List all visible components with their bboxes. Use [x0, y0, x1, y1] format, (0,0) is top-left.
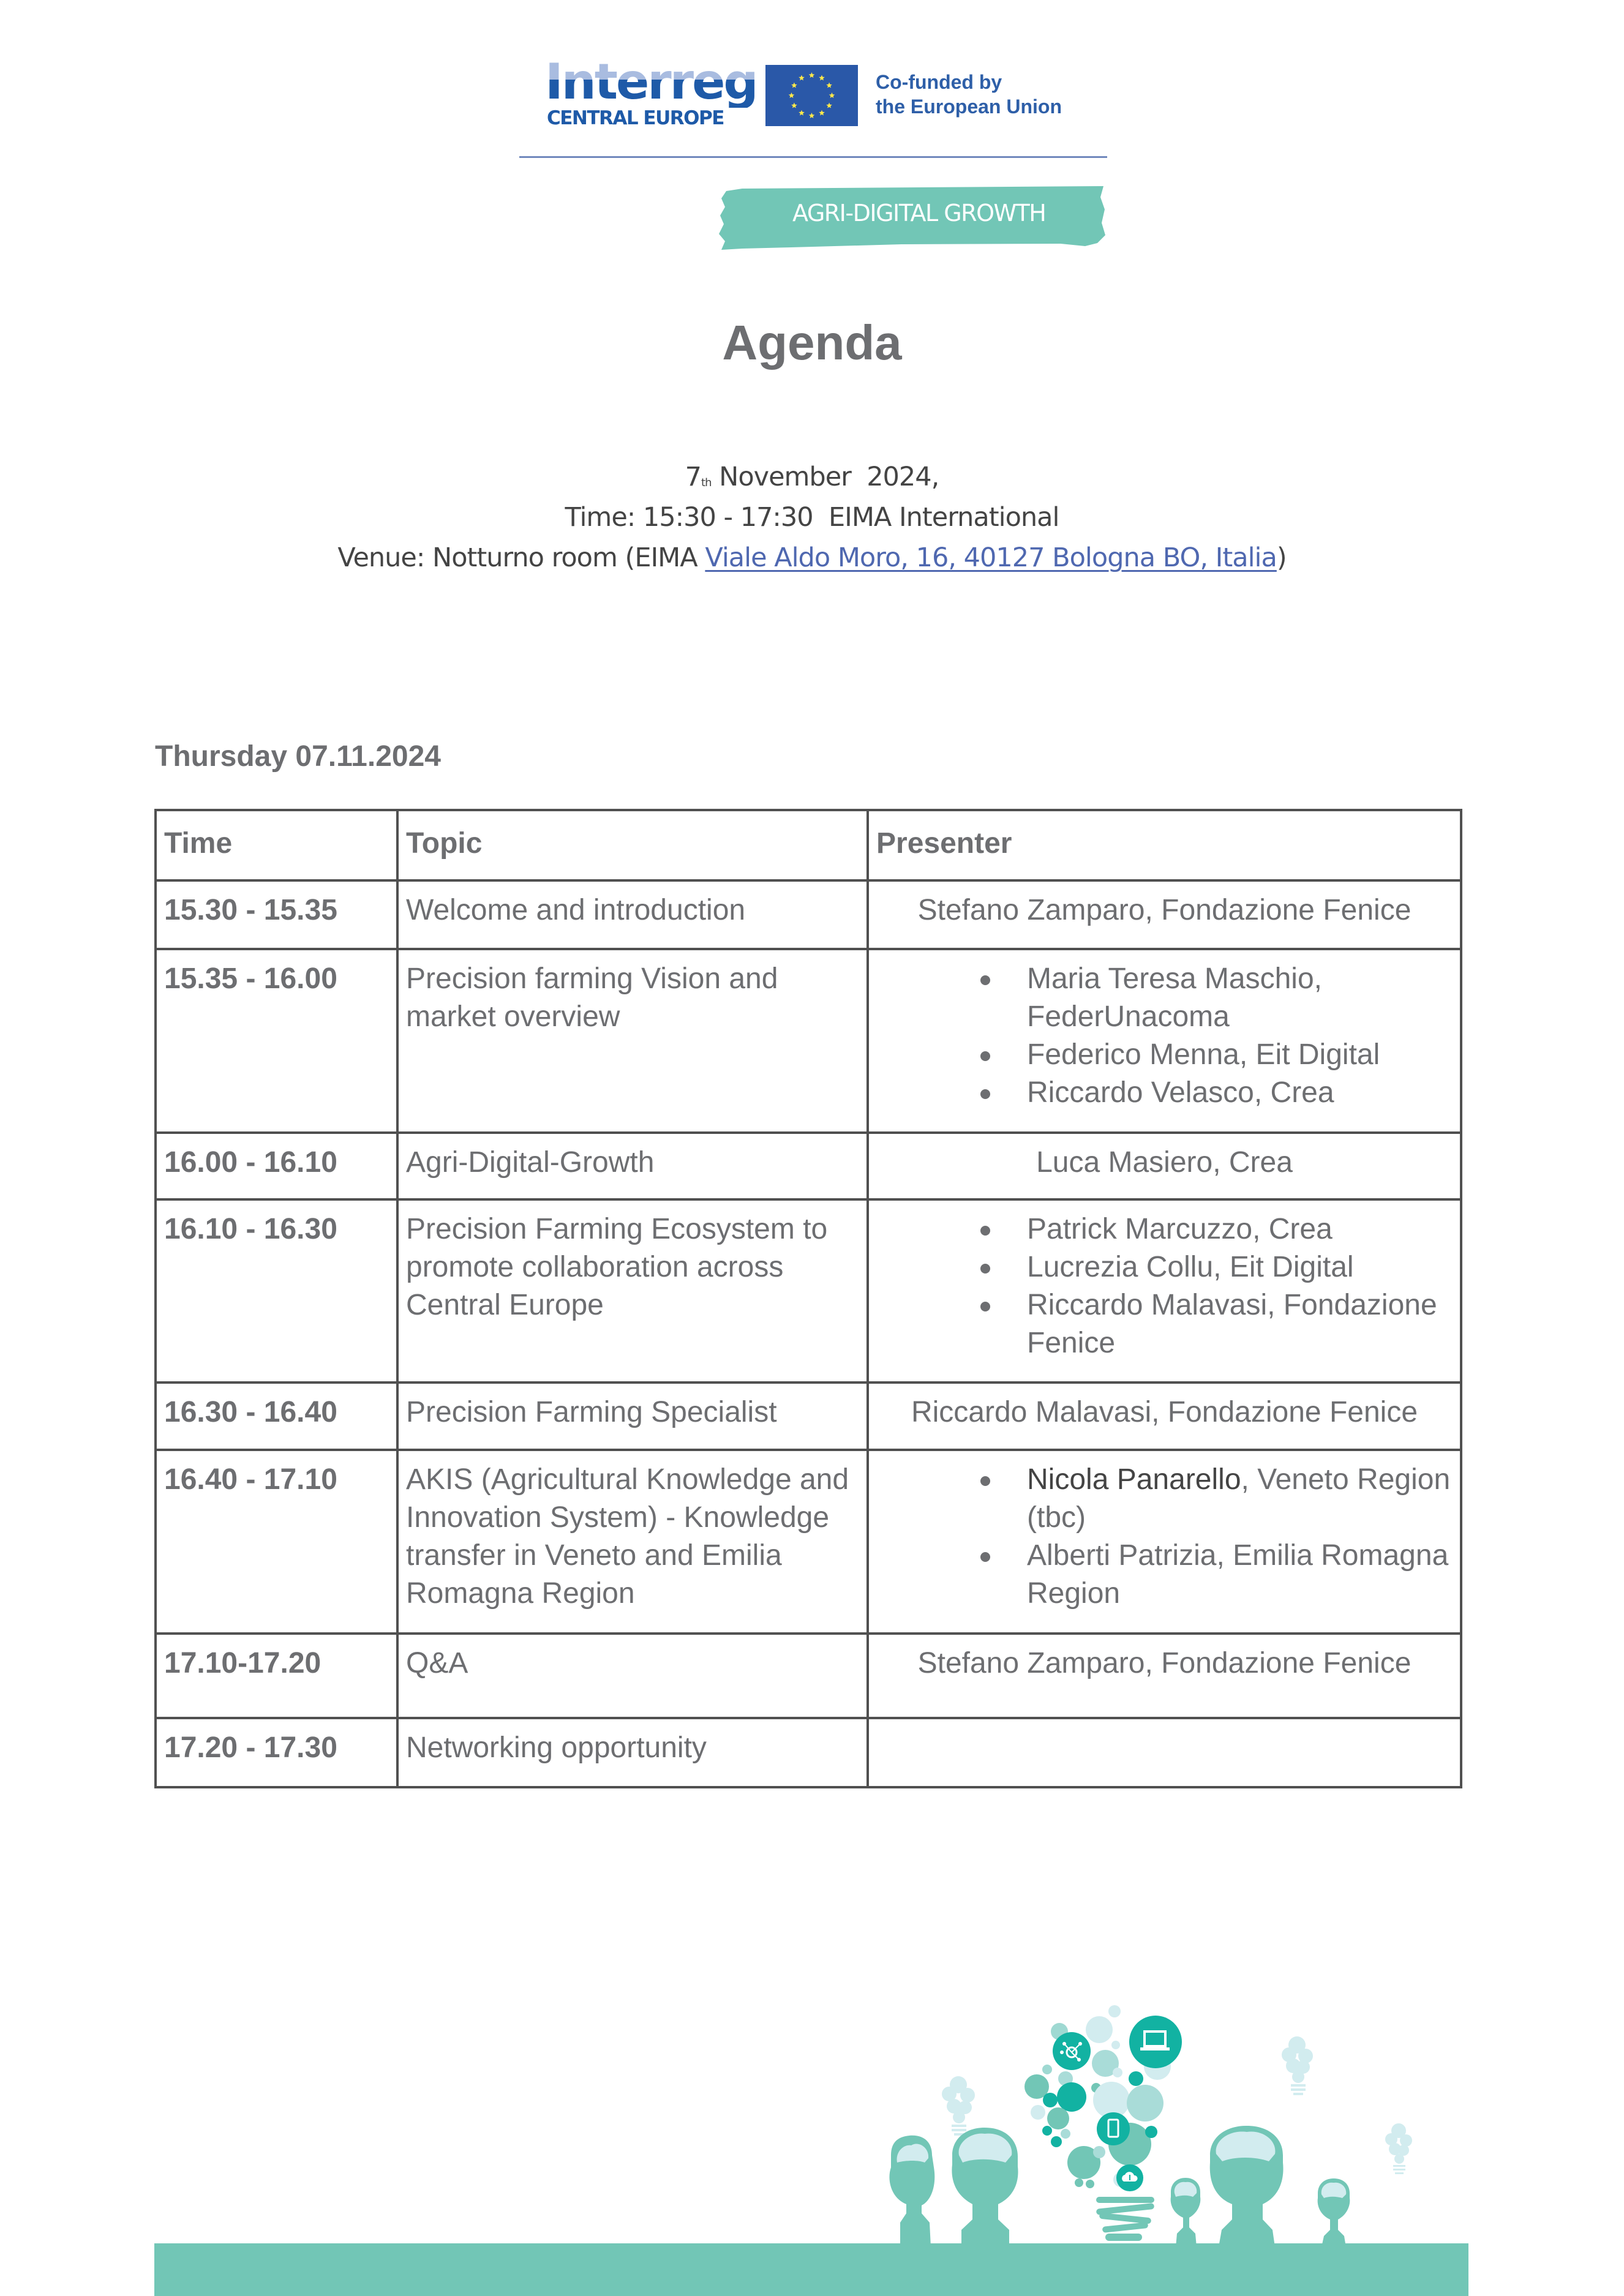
faint-lightbulb-icon — [942, 2076, 975, 2136]
presenter-item: Federico Menna, Eit Digital — [980, 1036, 1453, 1074]
eu-star-icon — [819, 75, 825, 80]
eu-star-icon — [826, 83, 832, 88]
table-row — [156, 1382, 1461, 1450]
interreg-logo-word: Interreg — [545, 53, 757, 110]
row-topic: Precision Farming Ecosystem to promote collaboration across Central Europe — [397, 1199, 868, 1382]
presenter-item: Maria Teresa Maschio, FederUnacoma — [980, 960, 1453, 1036]
presenter-item: Patrick Marcuzzo, Crea — [980, 1210, 1453, 1248]
row-topic: Precision Farming Specialist — [397, 1382, 868, 1450]
cofunded-line-2: the European Union — [876, 96, 1062, 118]
table-header-row — [156, 810, 1461, 880]
row-time: 17.10-17.20 — [156, 1634, 397, 1718]
eu-flag-icon — [765, 65, 858, 126]
event-date-rest: November 2024, — [711, 462, 939, 492]
presenter-item: Riccardo Malavasi, Fondazione Fenice — [980, 1286, 1453, 1362]
presenter-rest: , Veneto Region (tbc) — [1027, 1463, 1451, 1534]
eu-star-icon — [826, 103, 832, 108]
eu-star-icon — [829, 92, 835, 98]
row-topic: AKIS (Agricultural Knowledge and Innovation System) - Knowledge transfer in Veneto and Emilia Romagna Region — [397, 1450, 868, 1634]
venue-suffix: ) — [1276, 542, 1287, 573]
row-presenter: Stefano Zamparo, Fondazione Fenice — [868, 1634, 1461, 1718]
header-presenter: Presenter — [868, 810, 1461, 880]
smartphone-icon — [1097, 2112, 1130, 2145]
table-row — [156, 1718, 1461, 1787]
faint-lightbulb-icon — [1385, 2123, 1412, 2174]
venue-address-link[interactable]: Viale Aldo Moro, 16, 40127 Bologna BO, Italia — [705, 542, 1277, 573]
row-time: 17.20 - 17.30 — [156, 1718, 397, 1787]
laptop-icon — [1129, 2016, 1182, 2068]
eu-star-icon — [791, 83, 797, 88]
presenter-name-highlight: Nicola Panarello — [1027, 1463, 1241, 1496]
event-date-day: 7 — [685, 462, 702, 492]
event-date — [0, 457, 1624, 497]
head-silhouette — [1210, 2126, 1284, 2247]
table-row — [156, 1133, 1461, 1199]
row-topic: Welcome and introduction — [397, 880, 868, 949]
event-venue — [0, 538, 1624, 578]
header-topic: Topic — [397, 810, 868, 880]
eu-star-icon — [819, 110, 825, 116]
row-presenter — [868, 1718, 1461, 1787]
project-banner-text: AGRI-DIGITAL GROWTH — [792, 200, 1046, 227]
network-icon — [1053, 2032, 1091, 2070]
head-silhouette — [1318, 2178, 1350, 2247]
cofunded-label — [876, 70, 1062, 119]
eu-star-icon — [799, 110, 805, 116]
eu-star-icon — [809, 72, 815, 78]
table-row — [156, 1199, 1461, 1382]
head-silhouette — [1171, 2178, 1201, 2247]
presenter-item: Lucrezia Collu, Eit Digital — [980, 1248, 1453, 1286]
row-topic: Networking opportunity — [397, 1718, 868, 1787]
row-time: 16.30 - 16.40 — [156, 1382, 397, 1450]
day-label: Thursday 07.11.2024 — [155, 740, 441, 773]
row-time: 15.30 - 15.35 — [156, 880, 397, 949]
row-topic: Precision farming Vision and market overview — [397, 949, 868, 1133]
eu-star-icon — [789, 92, 795, 98]
presenter-item — [980, 1461, 1453, 1537]
presenter-item: Alberti Patrizia, Emilia Romagna Region — [980, 1537, 1453, 1613]
row-presenter: Stefano Zamparo, Fondazione Fenice — [868, 880, 1461, 949]
page-title: Agenda — [722, 315, 902, 370]
faint-lightbulb-icon — [1282, 2036, 1313, 2095]
row-presenter: Luca Masiero, Crea — [868, 1133, 1461, 1199]
eu-star-icon — [799, 75, 805, 80]
row-topic: Q&A — [397, 1634, 868, 1718]
table-row — [156, 880, 1461, 949]
row-presenter-list — [868, 1199, 1461, 1382]
table-row — [156, 1450, 1461, 1634]
footer-bar — [154, 2243, 1468, 2296]
head-silhouette — [952, 2128, 1018, 2247]
row-presenter-list — [868, 949, 1461, 1133]
row-time: 16.40 - 17.10 — [156, 1450, 397, 1634]
cofunded-line-1: Co-funded by — [876, 71, 1002, 93]
footer-illustration — [888, 2002, 1470, 2247]
event-time: Time: 15:30 - 17:30 EIMA International — [565, 502, 1059, 533]
presenter-item: Riccardo Velasco, Crea — [980, 1074, 1453, 1112]
venue-prefix: Venue: Notturno room (EIMA — [337, 542, 705, 573]
table-row — [156, 1634, 1461, 1718]
eu-star-icon — [809, 113, 815, 118]
interreg-logo-subtitle: CENTRAL EUROPE — [547, 107, 724, 129]
row-presenter-list — [868, 1450, 1461, 1634]
header-divider — [519, 156, 1107, 158]
event-date-suffix: th — [701, 476, 712, 489]
row-presenter: Riccardo Malavasi, Fondazione Fenice — [868, 1382, 1461, 1450]
cloud-download-icon — [1116, 2164, 1143, 2191]
agenda-table — [154, 809, 1462, 1788]
table-row — [156, 949, 1461, 1133]
eu-star-icon — [791, 103, 797, 108]
row-topic: Agri-Digital-Growth — [397, 1133, 868, 1199]
header-time: Time — [156, 810, 397, 880]
row-time: 16.00 - 16.10 — [156, 1133, 397, 1199]
head-silhouette — [889, 2136, 934, 2247]
bulb-spring — [1096, 2197, 1155, 2241]
row-time: 15.35 - 16.00 — [156, 949, 397, 1133]
row-time: 16.10 - 16.30 — [156, 1199, 397, 1382]
